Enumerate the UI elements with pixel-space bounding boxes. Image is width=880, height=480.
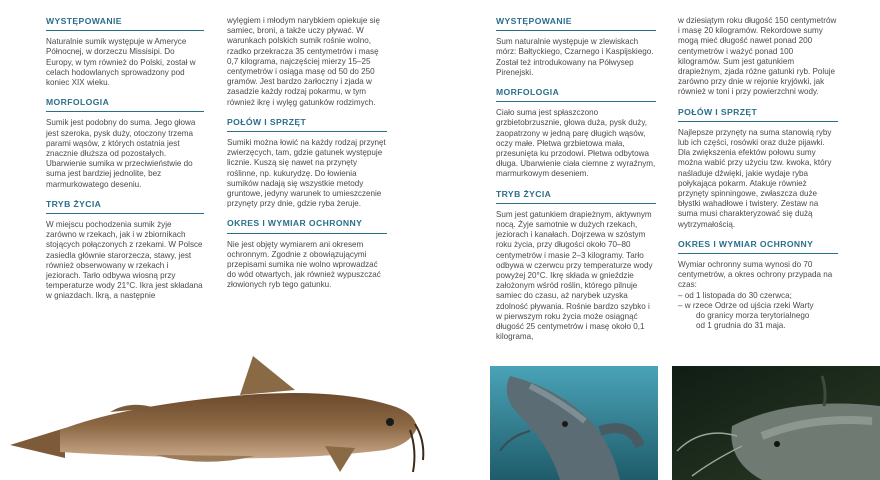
section-wystepowanie <box>46 16 204 88</box>
section-text: Sumik jest podobny do suma. Jego głowa jest szeroka, pysk duży, otoczony trzema parami wąsów, z których ostatnia jest znacznie dłuższa od pozostałych. Ubarwienie sumika w przeciwieństwie do suma jest bardziej jednolite, bez marmurkowatego deseniu. <box>46 118 196 189</box>
section-wystepowanie <box>496 16 656 78</box>
section-heading: OKRES I WYMIAR OCHRONNY <box>678 239 838 254</box>
section-text: W miejscu pochodzenia sumik żyje zarówno w rzekach, jak i w zbiornikach stojących połączonych z rzekami. W Polsce zasiedla głównie starorzecza, stawy, jest również obserwowany w rzekach i jeziorach. Tarło odbywa wiosną przy temperaturze wody 21°C. Ikra jest składana w gniazdach. Ikrą, a następnie <box>46 220 203 301</box>
list-item: – od 1 listopada do 30 czerwca; <box>678 290 792 300</box>
section-heading: WYSTĘPOWANIE <box>496 16 656 31</box>
section-continuation <box>678 16 838 98</box>
section-text: Sum naturalnie występuje w zlewiskach mórz: Bałtyckiego, Czarnego i Kaspijskiego. Został też introdukowany na Półwysep Pirenejski. <box>496 37 654 77</box>
section-polow <box>678 107 838 230</box>
section-heading: TRYB ŻYCIA <box>496 189 656 204</box>
section-text: Najlepsze przynęty na suma stanowią ryby lub ich części, rosówki oraz duże pijawki. Dla zwiększenia efektów połowu sumy można wabić przy użyciu tzw. kwoka, który naśladuje dźwięki, jakie wydaje ryba połykająca pokarm. Atakuje również przynęty spinningowe, zwłaszcza duże błystki wahadłowe i twistery. Zestaw na suma musi charakteryzować się dużą wytrzymałością. <box>678 127 832 229</box>
section-okres <box>678 239 838 332</box>
right-column-2 <box>678 16 838 340</box>
section-morfologia <box>496 87 656 180</box>
left-column-1 <box>46 16 204 311</box>
section-morfologia <box>46 97 204 190</box>
list-item: – w rzece Odrze od ujścia rzeki Warty <box>678 300 814 310</box>
right-page <box>440 0 880 480</box>
section-text: Nie jest objęty wymiarem ani okresem ochronnym. Zgodnie z obowiązującymi przepisami sumika nie wolno wprowadzać do wód otwartych, jak również wypuszczać złowionych ryb tego gatunku. <box>227 239 381 290</box>
section-continuation <box>227 16 387 108</box>
section-text: wylęgiem i młodym narybkiem opiekuje się samiec, broni, a także uczy pływać. W warunkach polskich sumik rośnie wolno, rzadko przekracza 35 centymetrów i masę 0,7 kilograma, najczęściej mierzy 15–25 centymetrów i osiąga masę od 50 do 250 gramów. Jest bardzo żarłoczny i zjada w zasadzie każdy rodzaj pokarmu, w tym również ikrę i wylęg gatunków rodzimych. <box>227 16 380 107</box>
section-tryb-zycia <box>46 199 204 302</box>
catfish-illustration <box>5 350 430 475</box>
section-heading: MORFOLOGIA <box>496 87 656 102</box>
list-item: do granicy morza terytorialnego <box>696 311 810 321</box>
left-column-2 <box>227 16 387 300</box>
section-heading: MORFOLOGIA <box>46 97 204 112</box>
section-tryb-zycia <box>496 189 656 343</box>
section-text: Wymiar ochronny suma wynosi do 70 centymetrów, a okres ochrony przypada na czas: <box>678 260 833 290</box>
section-text: Sum jest gatunkiem drapieżnym, aktywnym nocą. Żyje samotnie w dużych rzekach, jeziorach i kanałach. Dojrzewa w szóstym roku życia, przy długości około 70–80 centymetrów i masie 2–3 kilogramy. Tarło odbywa w czerwcu przy temperaturze wody powyżej 20°C. Ikrę składa w gnieździe założonym wśród roślin, którego pilnuje samiec do czasu, aż narybek uzyska zdolność pływania. Rośnie bardzo szybko i w pierwszym roku życia może osiągnąć długość 25 centymetrów i masę około 0,1 kilograma, <box>496 209 653 342</box>
right-column-1 <box>496 16 656 351</box>
section-text: Ciało suma jest spłaszczono grzbietobrzusznie, głowa duża, pysk duży, zaopatrzony w jedną parę długich wąsów, oczy małe. Płetwa grzbietowa mała, przesunięta ku przodowi. Płetwa odbytowa długa. Ubarwienie ciała ciemne z wyraźnym, marmurkowym deseniem. <box>496 108 656 179</box>
list-item: od 1 grudnia do 31 maja. <box>696 321 786 331</box>
section-heading: POŁÓW I SPRZĘT <box>227 117 387 132</box>
section-heading: TRYB ŻYCIA <box>46 199 204 214</box>
section-heading: WYSTĘPOWANIE <box>46 16 204 31</box>
catfish-photo-dark <box>672 366 880 480</box>
section-text: w dziesiątym roku długość 150 centymetrów i masę 20 kilogramów. Rekordowe sumy mogą mieć długość nawet ponad 200 centymetrów i ważyć ponad 100 kilogramów. Sum jest gatunkiem drapieżnym, zjada różne gatunki ryb. Poluje zarówno przy dnie w rejonie kryjówki, jak również w toni i przy powierzchni wody. <box>678 16 837 97</box>
section-text: Naturalnie sumik występuje w Ameryce Północnej, w dorzeczu Missisipi. Do Europy, w tym również do Polski, został w celach hodowlanych sprowadzony pod koniec XIX wieku. <box>46 37 196 88</box>
section-heading: OKRES I WYMIAR OCHRONNY <box>227 218 387 233</box>
section-text: Sumiki można łowić na każdy rodzaj przynęt zwierzęcych, tam, gdzie gatunek występuje licznie. Kuszą się nawet na przynęty roślinne, np. kukurydzę. Do łowienia sumików nadają się wszystkie metody gruntowe, jedyny warunek to umieszczenie przynęty przy dnie, gdzie ryba żeruje. <box>227 138 386 209</box>
section-polow <box>227 117 387 210</box>
catfish-photo-underwater <box>490 366 658 480</box>
section-heading: POŁÓW I SPRZĘT <box>678 107 838 122</box>
section-okres <box>227 218 387 290</box>
